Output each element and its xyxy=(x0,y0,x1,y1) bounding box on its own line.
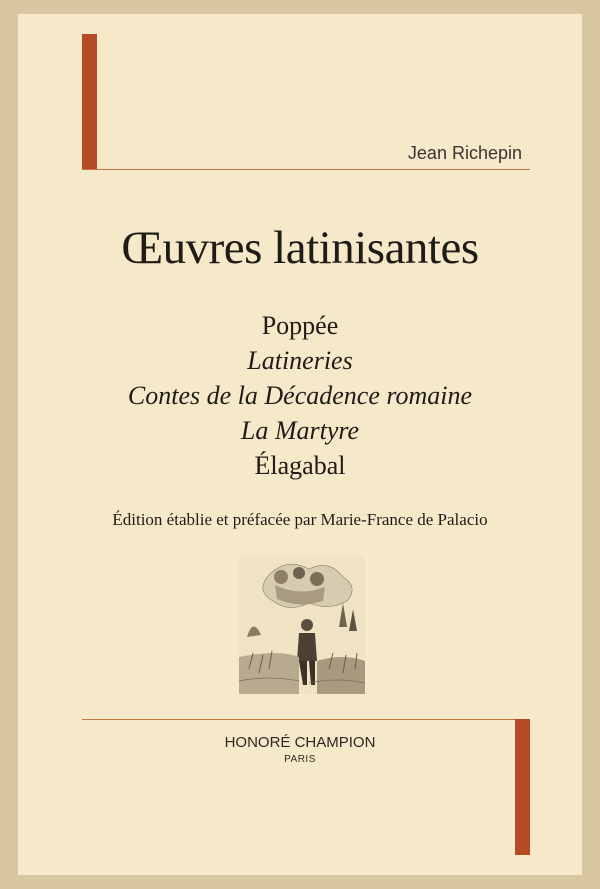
work-title: Latineries xyxy=(247,346,353,375)
divider-top xyxy=(82,169,530,170)
work-title: La Martyre xyxy=(240,416,360,445)
work-title: Contes de la Décadence romaine xyxy=(127,381,473,410)
works-list xyxy=(0,308,600,483)
work-title: Poppée xyxy=(261,311,339,340)
publisher-city: PARIS xyxy=(284,754,316,765)
engraving-illustration xyxy=(239,557,365,694)
divider-bottom xyxy=(82,719,530,720)
publisher-name: HONORÉ CHAMPION xyxy=(224,734,376,751)
edition-credit: Édition établie et préfacée par Marie-France de Palacio xyxy=(112,510,488,529)
book-title: Œuvres latinisantes xyxy=(121,222,479,274)
author-name: Jean Richepin xyxy=(407,143,522,163)
work-title: Élagabal xyxy=(254,451,346,480)
